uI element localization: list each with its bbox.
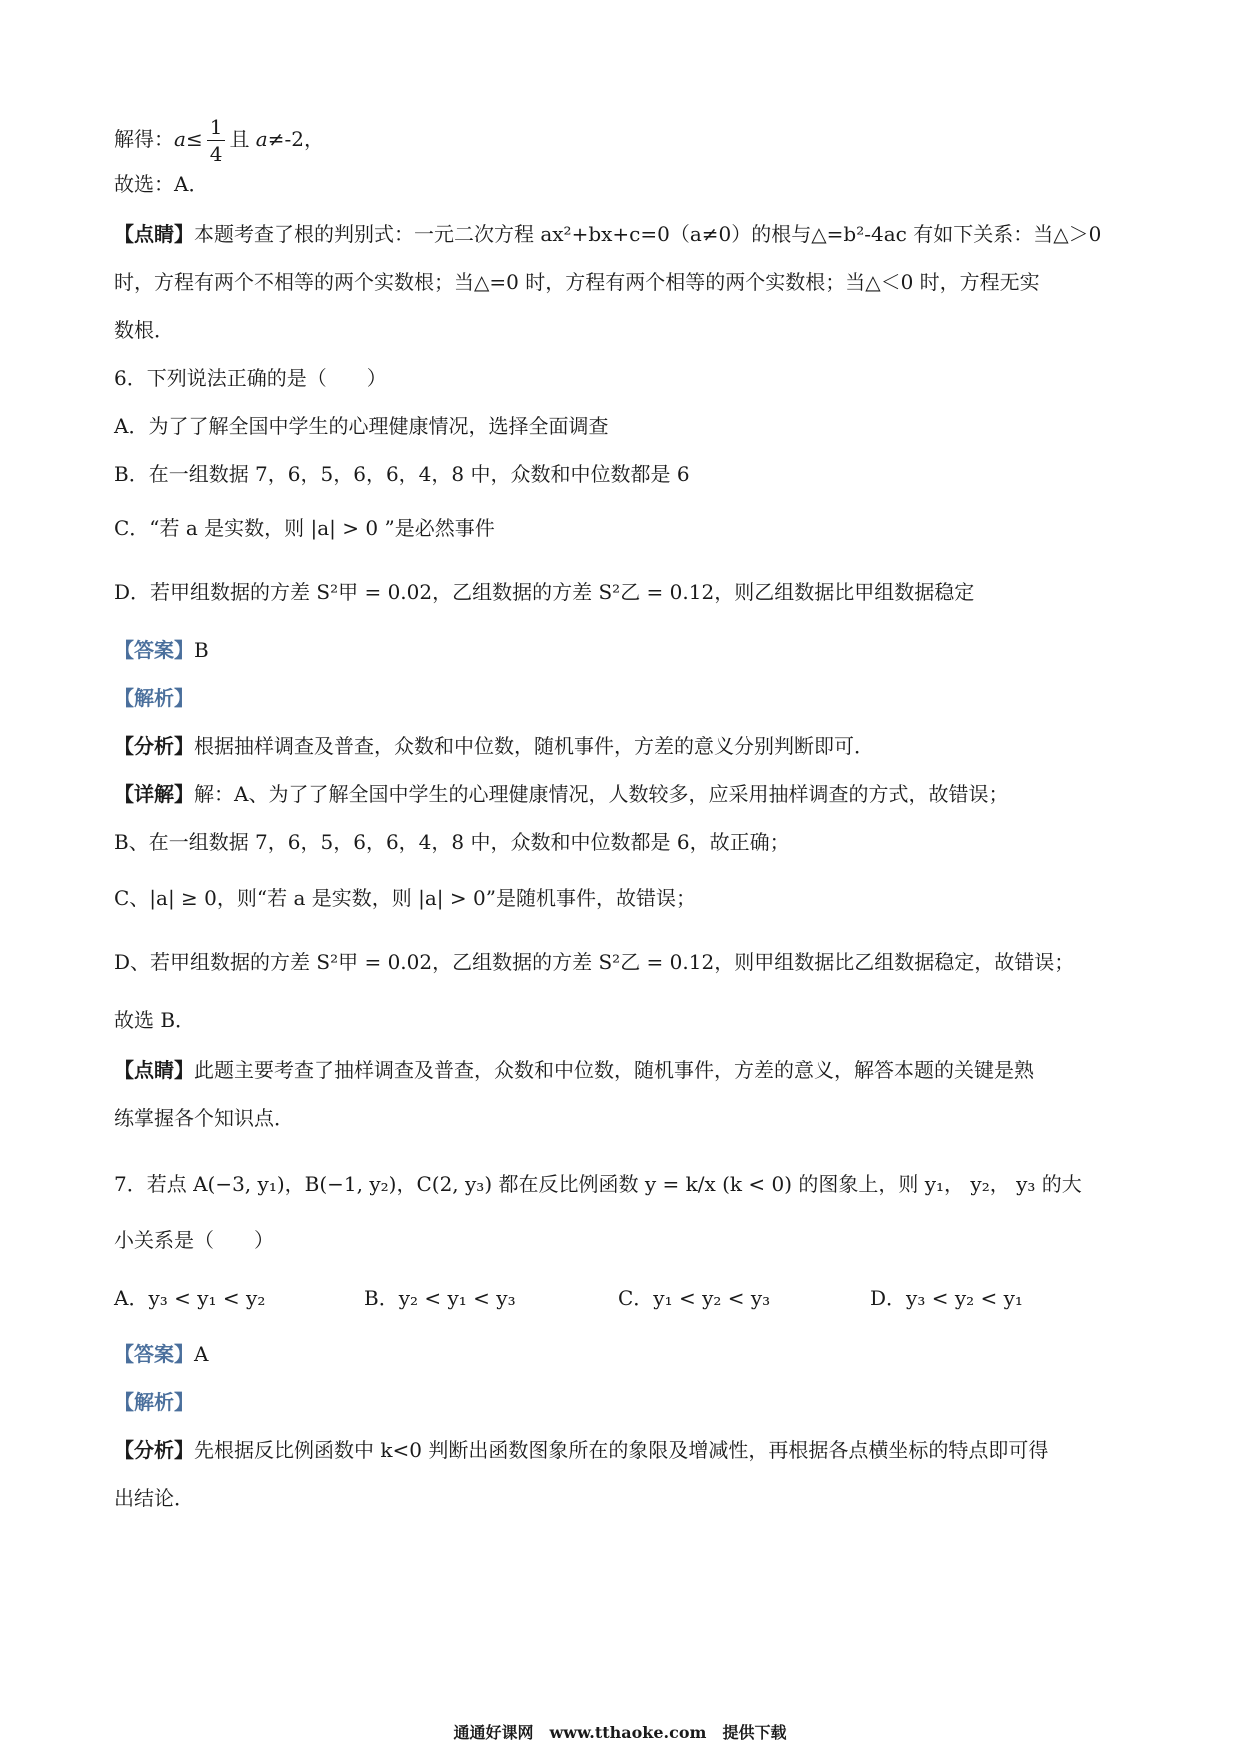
q7-option-a: A．y₃ < y₁ < y₂ [114,1286,266,1310]
q6-option-a: A．为了了解全国中学生的心理健康情况，选择全面调查 [114,414,609,438]
fx-tag: 【分析】 [114,734,194,758]
fx6-line [114,732,874,760]
xj6-line2: B、在一组数据 7，6，5，6，6，4，8 中，众数和中位数都是 6，故正确； [114,830,790,854]
xj6-line4: D、若甲组数据的方差 S²甲 = 0.02，乙组数据的方差 S²乙 = 0.12，则甲组数据比乙组数据稳定，故错误； [114,950,1075,974]
solution-tail: ≠-2， [267,127,324,151]
xj6-line5: 故选 B． [114,1008,196,1032]
q6-option-c: C．“若 a 是实数，则 |a| > 0 ”是必然事件 [114,516,495,540]
note1-text1: 本题考查了根的判别式：一元二次方程 ax²+bx+c=0（a≠0）的根与△=b²-4ac 有如下关系：当△＞0 [194,222,1102,246]
question-7-line1: 7．若点 A(−3, y₁)，B(−1, y₂)，C(2, y₃) 都在反比例函数 y = k/x (k < 0) 的图象上，则 y₁， y₂， y₃ 的大 [114,1172,1082,1196]
question-7-line2: 小关系是（ ） [114,1228,274,1252]
analysis-tag: 【解析】 [114,1390,194,1414]
fx7-text1: 先根据反比例函数中 k<0 判断出函数图象所在的象限及增减性，再根据各点横坐标的特点即可得 [194,1438,1049,1462]
q7-option-b: B．y₂ < y₁ < y₃ [364,1286,516,1310]
dj6-text1: 此题主要考查了抽样调查及普查，众数和中位数，随机事件，方差的意义，解答本题的关键是熟 [194,1058,1034,1082]
solution-line [114,114,324,167]
q7-option-c: C．y₁ < y₂ < y₃ [618,1286,771,1310]
analysis-tag: 【解析】 [114,686,194,710]
fx7-line1 [114,1436,1048,1464]
fraction-numerator: 1 [207,114,226,141]
fraction-denominator: 4 [209,142,223,166]
answer-value: B [194,638,209,662]
fraction-one-quarter [207,114,226,167]
q6-option-d: D．若甲组数据的方差 S²甲 = 0.02，乙组数据的方差 S²乙 = 0.12，则乙组数据比甲组数据稳定 [114,580,975,604]
fx-tag: 【分析】 [114,1438,194,1462]
answer-7 [114,1340,208,1368]
variable-a2: a [255,127,268,151]
note-tag: 【点睛】 [114,222,194,246]
fx6-text: 根据抽样调查及普查，众数和中位数，随机事件，方差的意义分别判断即可． [194,734,874,758]
variable-a: a [174,127,186,151]
answer-tag: 【答案】 [114,1342,194,1366]
note1-line2: 时，方程有两个不相等的两个实数根；当△=0 时，方程有两个相等的两个实数根；当△＜0 时，方程无实 [114,270,1040,294]
q7-option-d: D．y₃ < y₂ < y₁ [870,1286,1023,1310]
solution-prefix: 解得： [114,127,174,151]
choice-line: 故选：A． [114,172,209,196]
and-word: 且 [229,127,250,151]
analysis-6 [114,684,194,712]
xj6-line1 [114,780,1008,808]
xj6-text1: 解：A、为了了解全国中学生的心理健康情况，人数较多，应采用抽样调查的方式，故错误； [194,782,1009,806]
dj-tag: 【点睛】 [114,1058,194,1082]
footer-source: 通通好课网 www.tthaoke.com 提供下载 [453,1723,787,1742]
answer-value: A [194,1342,209,1366]
q6-option-b: B．在一组数据 7，6，5，6，6，4，8 中，众数和中位数都是 6 [114,462,690,486]
question-6: 6．下列说法正确的是（ ） [114,366,387,390]
answer-6 [114,636,209,664]
le-sign: ≤ [185,127,203,151]
xj6-line3: C、|a| ≥ 0，则“若 a 是实数，则 |a| > 0”是随机事件，故错误； [114,886,696,910]
dj6-line1 [114,1056,1034,1084]
note1-line3: 数根． [114,318,174,342]
analysis-7 [114,1388,194,1416]
dj6-line2: 练掌握各个知识点． [114,1106,294,1130]
xj-tag: 【详解】 [114,782,194,806]
note1-line1 [114,220,1101,248]
answer-tag: 【答案】 [114,638,194,662]
fx7-line2: 出结论． [114,1486,194,1510]
